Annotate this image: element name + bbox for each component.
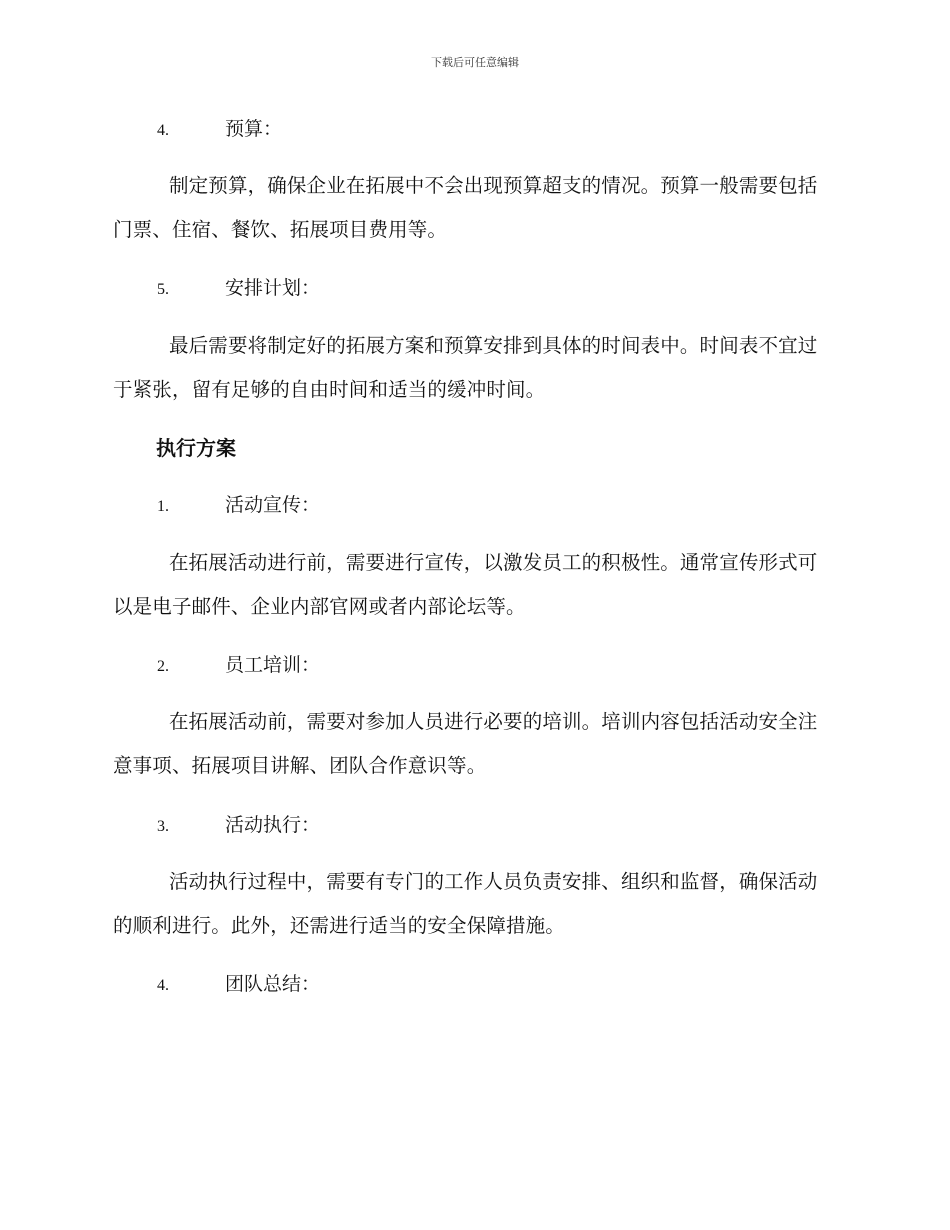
item-number: 4. — [157, 977, 169, 994]
item-number: 5. — [157, 281, 169, 298]
item-label: 安排计划： — [225, 277, 321, 299]
list-item-budget — [157, 114, 282, 144]
item-label: 活动宣传： — [225, 494, 321, 516]
paragraph-training: 在拓展活动前，需要对参加人员进行必要的培训。培训内容包括活动安全注意事项、拓展项目讲解、团队合作意识等。 — [113, 710, 818, 777]
item-number: 3. — [157, 818, 169, 835]
list-item-promotion — [157, 490, 320, 520]
item-label: 团队总结： — [225, 973, 321, 995]
item-label: 员工培训： — [225, 654, 321, 676]
item-number: 1. — [157, 498, 169, 515]
page-header: 下载后可任意编辑 — [431, 56, 519, 69]
list-item-summary — [157, 969, 320, 999]
item-number: 4. — [157, 122, 169, 139]
list-item-training — [157, 650, 320, 680]
paragraph-schedule: 最后需要将制定好的拓展方案和预算安排到具体的时间表中。时间表不宜过于紧张，留有足够的自由时间和适当的缓冲时间。 — [113, 334, 818, 401]
item-label: 预算： — [225, 118, 283, 140]
list-item-schedule — [157, 273, 320, 303]
paragraph-execution: 活动执行过程中，需要有专门的工作人员负责安排、组织和监督，确保活动的顺利进行。此外，还需进行适当的安全保障措施。 — [113, 870, 818, 937]
paragraph-budget: 制定预算，确保企业在拓展中不会出现预算超支的情况。预算一般需要包括门票、住宿、餐饮、拓展项目费用等。 — [113, 174, 818, 241]
paragraph-promotion: 在拓展活动进行前，需要进行宣传，以激发员工的积极性。通常宣传形式可以是电子邮件、企业内部官网或者内部论坛等。 — [113, 551, 818, 618]
item-number: 2. — [157, 658, 169, 675]
list-item-execution — [157, 810, 320, 840]
item-label: 活动执行： — [225, 814, 321, 836]
section-heading: 执行方案 — [156, 436, 236, 460]
